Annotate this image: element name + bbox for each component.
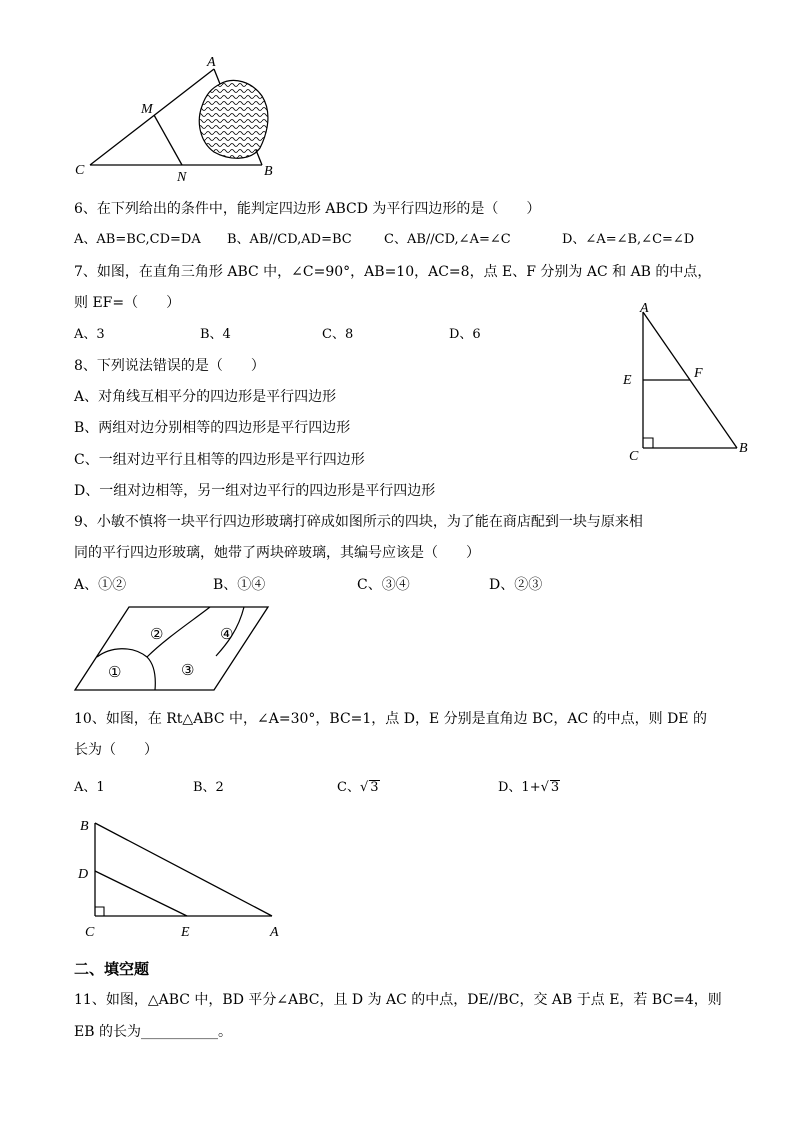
q6-option-c: C、AB//CD,∠A=∠C: [384, 232, 511, 247]
q9-option-d: D、②③: [489, 577, 543, 593]
label-c: C: [75, 163, 85, 178]
q6-option-d: D、∠A=∠B,∠C=∠D: [562, 232, 695, 247]
label-e: E: [623, 373, 632, 388]
q8-option-a: A、对角线互相平分的四边形是平行四边形: [74, 389, 337, 405]
q8-option-c: C、一组对边平行且相等的四边形是平行四边形: [74, 452, 365, 468]
q7-option-b: B、4: [200, 327, 231, 342]
q10-option-a: A、1: [74, 780, 105, 795]
q10-stem-2: 长为（ ）: [74, 742, 158, 758]
q7-stem-2: 则 EF=（ ）: [74, 295, 181, 311]
label-c: C: [629, 449, 639, 463]
q10-option-c-radicand: 3: [370, 780, 379, 795]
q8-option-d: D、一组对边相等，另一组对边平行的四边形是平行四边形: [74, 483, 436, 499]
parallelogram-outline: [75, 607, 268, 690]
section-title: 二、填空题: [74, 960, 150, 978]
label-b: B: [739, 441, 748, 456]
piece-2-label: ②: [150, 627, 164, 643]
broken-glass-figure: [70, 603, 280, 698]
label-n: N: [177, 170, 187, 185]
pond-shape: [199, 80, 268, 158]
right-angle-mark: [95, 907, 104, 916]
piece-4-label: ④: [220, 627, 234, 643]
side-ab: [95, 823, 272, 916]
q10-option-d-radicand: 3: [550, 780, 560, 795]
q7-stem-1: 7、如图，在直角三角形 ABC 中，∠C=90°，AB=10，AC=8，点 E、F 分别为 AC 和 AB 的中点，: [74, 264, 712, 280]
q11-stem-1: 11、如图，△ABC 中，BD 平分∠ABC，且 D 为 AC 的中点，DE//BC，交 AB 于点 E，若 BC=4，则: [74, 992, 722, 1008]
q10-option-d: [498, 778, 560, 798]
q7-option-d: D、6: [449, 327, 481, 342]
q8-option-b: B、两组对边分别相等的四边形是平行四边形: [74, 420, 351, 436]
q10-option-c-prefix: C、: [337, 780, 360, 795]
q6-option-b: B、AB//CD,AD=BC: [227, 232, 352, 247]
label-c: C: [85, 925, 95, 940]
label-b: B: [264, 164, 273, 179]
segment-de: [95, 871, 187, 916]
label-e: E: [181, 925, 190, 940]
segment-mn: [154, 115, 182, 165]
sqrt-symbol: √: [359, 780, 369, 795]
label-a: A: [640, 301, 649, 316]
piece-1-label: ①: [108, 665, 122, 681]
label-a: A: [207, 55, 216, 70]
q11-end: 。: [217, 1024, 232, 1040]
piece-3-label: ③: [181, 663, 195, 679]
q10-option-b: B、2: [193, 780, 224, 795]
triangle-bda-figure: [72, 813, 292, 943]
label-f: F: [694, 366, 703, 381]
q6-option-a: A、AB=BC,CD=DA: [74, 232, 201, 247]
label-m: M: [141, 102, 153, 117]
side-ca: [90, 69, 214, 165]
label-d: D: [78, 867, 89, 882]
side-ab-part: [214, 69, 220, 84]
q10-option-c: [337, 778, 380, 798]
q10-stem-1: 10、如图，在 Rt△ABC 中，∠A=30°，BC=1，点 D，E 分别是直角边 BC，AC 的中点，则 DE 的: [74, 711, 707, 727]
q9-option-c: C、③④: [357, 577, 410, 593]
label-b: B: [80, 819, 89, 834]
q6-stem: 6、在下列给出的条件中，能判定四边形 ABCD 为平行四边形的是（ ）: [74, 201, 541, 217]
label-a: A: [270, 925, 279, 940]
q7-option-c: C、8: [322, 327, 354, 342]
q9-option-b: B、①④: [213, 577, 266, 593]
crack-1: [97, 649, 155, 690]
pond-figure: [70, 52, 290, 187]
answer-blank[interactable]: ___________: [140, 1024, 218, 1040]
right-angle-mark: [643, 438, 653, 448]
q9-stem-1: 9、小敏不慎将一块平行四边形玻璃打碎成如图所示的四块，为了能在商店配到一块与原来相: [74, 514, 643, 530]
q7-option-a: A、3: [74, 327, 105, 342]
sqrt-symbol: √: [540, 780, 549, 795]
q11-stem-2-text: EB 的长为: [74, 1024, 141, 1040]
q9-stem-2: 同的平行四边形玻璃，她带了两块碎玻璃，其编号应该是（ ）: [74, 545, 480, 561]
right-triangle-figure: [615, 298, 755, 463]
q10-option-d-prefix: D、1+: [498, 780, 541, 795]
q11-stem-2: [74, 1022, 232, 1042]
q9-option-a: A、①②: [74, 577, 127, 593]
q8-stem: 8、下列说法错误的是（ ）: [74, 358, 265, 374]
